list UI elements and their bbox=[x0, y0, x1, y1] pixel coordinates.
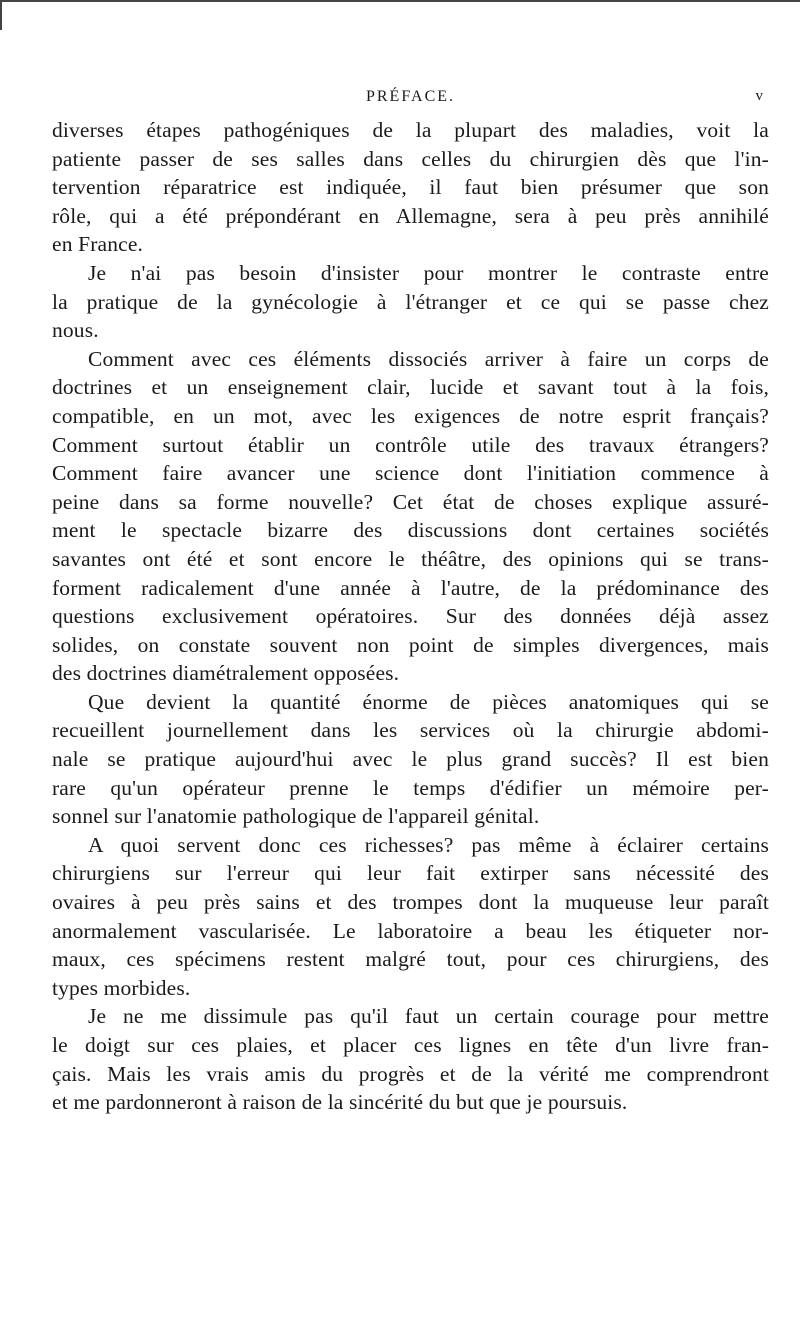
running-title: PRÉFACE. bbox=[365, 88, 456, 105]
book-page bbox=[52, 88, 769, 1117]
paragraph bbox=[52, 345, 769, 688]
text-line: rare qu'un opérateur prenne le temps d'édifier un mémoire per- bbox=[52, 775, 769, 800]
text-line: chirurgiens sur l'erreur qui leur fait extirper sans nécessité des bbox=[52, 861, 769, 886]
text-line: A quoi servent donc ces richesses? pas même à éclairer certains bbox=[88, 832, 769, 857]
text-line: patiente passer de ses salles dans celles du chirurgien dès que l'in- bbox=[52, 146, 769, 171]
text-line: ment le spectacle bizarre des discussions dont certaines sociétés bbox=[52, 518, 769, 543]
text-line: doctrines et un enseignement clair, lucide et savant tout à la fois, bbox=[52, 375, 769, 400]
text-line: la pratique de la gynécologie à l'étranger et ce qui se passe chez bbox=[52, 289, 769, 314]
text-line: et me pardonneront à raison de la sincérité du but que je poursuis. bbox=[52, 1090, 628, 1115]
text-line: maux, ces spécimens restent malgré tout, pour ces chirurgiens, des bbox=[52, 947, 769, 972]
text-line: Comment surtout établir un contrôle utile des travaux étrangers? bbox=[52, 432, 769, 457]
text-line: diverses étapes pathogéniques de la plupart des maladies, voit la bbox=[52, 118, 769, 142]
text-line: tervention réparatrice est indiquée, il faut bien présumer que son bbox=[52, 175, 769, 200]
running-head bbox=[52, 88, 769, 114]
text-line: peine dans sa forme nouvelle? Cet état de choses explique assuré- bbox=[52, 489, 769, 514]
text-line: des doctrines diamétralement opposées. bbox=[52, 661, 400, 686]
text-line: types morbides. bbox=[52, 975, 191, 1000]
text-line: savantes ont été et sont encore le théâtre, des opinions qui se trans- bbox=[52, 546, 769, 571]
text-line: Je n'ai pas besoin d'insister pour montrer le contraste entre bbox=[88, 260, 769, 285]
text-line: Je ne me dissimule pas qu'il faut un certain courage pour mettre bbox=[88, 1004, 769, 1029]
text-line: recueillent journellement dans les services où la chirurgie abdomi- bbox=[52, 718, 769, 743]
body-text bbox=[52, 116, 769, 1117]
scan-border-left bbox=[0, 0, 2, 30]
scan-border-top bbox=[0, 0, 800, 2]
text-line: Comment avec ces éléments dissociés arriver à faire un corps de bbox=[88, 346, 769, 371]
paragraph bbox=[52, 1002, 769, 1116]
paragraph bbox=[52, 116, 769, 259]
text-line: çais. Mais les vrais amis du progrès et de la vérité me comprendront bbox=[52, 1061, 769, 1086]
text-line: Comment faire avancer une science dont l'initiation commence à bbox=[52, 461, 769, 486]
text-line: nous. bbox=[52, 318, 99, 343]
text-line: rôle, qui a été prépondérant en Allemagne, sera à peu près annihilé bbox=[52, 203, 769, 228]
text-line: sonnel sur l'anatomie pathologique de l'appareil génital. bbox=[52, 804, 540, 829]
text-line: nale se pratique aujourd'hui avec le plus grand succès? Il est bien bbox=[52, 747, 769, 772]
paragraph bbox=[52, 259, 769, 345]
paragraph bbox=[52, 688, 769, 831]
text-line: anormalement vascularisée. Le laboratoire a beau les étiqueter nor- bbox=[52, 918, 769, 943]
page-number: v bbox=[755, 88, 763, 104]
text-line: le doigt sur ces plaies, et placer ces lignes en tête d'un livre fran- bbox=[52, 1033, 769, 1057]
text-line: forment radicalement d'une année à l'autre, de la prédominance des bbox=[52, 575, 769, 600]
text-line: en France. bbox=[52, 232, 144, 257]
text-line: compatible, en un mot, avec les exigences de notre esprit français? bbox=[52, 403, 769, 428]
text-line: solides, on constate souvent non point de simples divergences, mais bbox=[52, 632, 769, 657]
text-line: Que devient la quantité énorme de pièces anatomiques qui se bbox=[88, 689, 769, 714]
text-line: questions exclusivement opératoires. Sur des données déjà assez bbox=[52, 604, 769, 629]
text-line: ovaires à peu près sains et des trompes dont la muqueuse leur paraît bbox=[52, 890, 769, 915]
paragraph bbox=[52, 831, 769, 1003]
